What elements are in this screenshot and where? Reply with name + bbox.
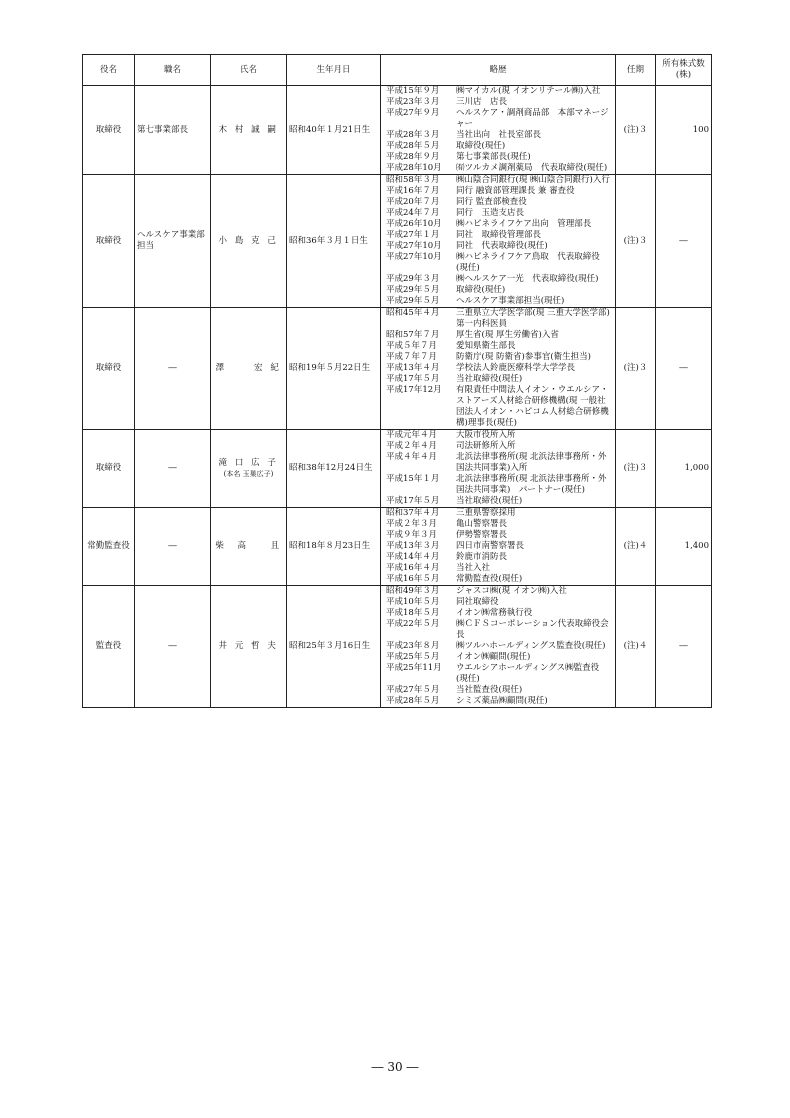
history-entry	[383, 97, 613, 108]
header-dob: 生年月日	[287, 55, 381, 86]
history-text: 同社取締役	[456, 597, 499, 607]
history-text: 鈴鹿市消防長	[456, 552, 508, 562]
history-text: イオン㈱常務執行役	[456, 608, 533, 618]
history-entry	[383, 208, 613, 219]
officer-position: ヘルスケア事業部担当	[135, 175, 211, 308]
history-text: 防衛庁(現 防衛省)参事官(衛生担当)	[456, 352, 591, 362]
history-entry	[383, 563, 613, 574]
history-date: 平成４年４月	[386, 452, 438, 462]
history-entry	[383, 441, 613, 452]
history-entry	[383, 474, 613, 496]
history-date: 平成25年５月	[386, 652, 440, 662]
history-text: 第七事業部長(現任)	[456, 152, 531, 162]
officer-term: (注)４	[616, 508, 656, 586]
officer-term: (注)４	[616, 586, 656, 708]
history-text: ㈱ＣＦＳコーポレーション代表取締役会長	[456, 619, 609, 640]
officer-name-text: 井 元 哲 夫	[218, 641, 279, 651]
history-date: 平成16年５月	[386, 574, 440, 584]
officer-history	[381, 508, 616, 586]
officer-shares: 1,400	[656, 508, 712, 586]
history-text: 当社取締役(現任)	[456, 496, 523, 506]
history-entry	[383, 285, 613, 296]
history-date: 平成15年１月	[386, 474, 440, 484]
history-text: ㈱ハピネライフケア鳥取 代表取締役(現任)	[456, 252, 600, 273]
officer-name-text: 小 島 克 己	[218, 235, 279, 246]
history-entry	[383, 274, 613, 285]
history-date: 平成27年10月	[386, 252, 442, 262]
officer-role: 常勤監査役	[83, 508, 135, 586]
officer-dob: 昭和25年３月16日生	[287, 586, 381, 708]
history-date: 平成24年７月	[386, 208, 440, 218]
officer-position: ―	[135, 508, 211, 586]
history-text: 取締役(現任)	[456, 141, 506, 151]
officer-term: (注)３	[616, 86, 656, 175]
officer-row	[83, 508, 712, 586]
history-date: 平成25年11月	[386, 663, 442, 673]
history-entry	[383, 175, 613, 186]
officer-position: ―	[135, 308, 211, 430]
history-date: 平成16年７月	[386, 186, 440, 196]
officer-name-text: 柴 高 且	[215, 541, 282, 551]
officer-term: (注)３	[616, 175, 656, 308]
history-date: 平成15年９月	[386, 86, 440, 96]
history-date: 昭和49年３月	[386, 586, 440, 596]
history-text: ㈱ヘルスケア一光 代表取締役(現任)	[456, 274, 599, 284]
officer-row	[83, 175, 712, 308]
history-date: 平成26年10月	[386, 219, 442, 229]
officer-row	[83, 586, 712, 708]
header-name: 氏名	[211, 55, 287, 86]
history-text: 北浜法律事務所(現 北浜法律事務所・外国法共同事業) パートナー(現任)	[456, 474, 607, 495]
officer-name-text: 木 村 誠 嗣	[218, 124, 279, 135]
history-date: 平成17年５月	[386, 374, 440, 384]
header-term: 任期	[616, 55, 656, 86]
history-entry	[383, 496, 613, 507]
officer-role: 監査役	[83, 586, 135, 708]
history-date: 平成13年４月	[386, 363, 440, 373]
history-entry	[383, 552, 613, 563]
history-date: 昭和45年４月	[386, 308, 440, 318]
history-entry	[383, 597, 613, 608]
history-text: 三重県警察採用	[456, 508, 516, 518]
history-text: 取締役(現任)	[456, 285, 506, 295]
history-date: 平成28年９月	[386, 152, 440, 162]
history-entry	[383, 341, 613, 352]
history-date: 平成22年５月	[386, 619, 440, 629]
officer-row	[83, 86, 712, 175]
officer-name	[211, 586, 287, 708]
header-shares: 所有株式数(株)	[656, 55, 712, 86]
officers-table	[82, 54, 712, 708]
history-entry	[383, 385, 613, 429]
history-text: 有限責任中間法人イオン・ウエルシア・ストアーズ人材総合研修機構(現 一般社団法人イオン・ハピコム人材総合研修機構)理事長(現任)	[456, 385, 609, 428]
officer-role: 取締役	[83, 86, 135, 175]
history-entry	[383, 330, 613, 341]
officer-dob: 昭和18年８月23日生	[287, 508, 381, 586]
history-date: 平成10年５月	[386, 597, 440, 607]
officer-dob: 昭和19年５月22日生	[287, 308, 381, 430]
officer-term: (注)３	[616, 430, 656, 508]
officer-shares: 1,000	[656, 430, 712, 508]
officer-name	[211, 508, 287, 586]
history-text: 愛知県衛生部長	[456, 341, 516, 351]
history-text: 厚生省(現 厚生労働省)入省	[456, 330, 559, 340]
history-date: 平成29年５月	[386, 296, 440, 306]
history-entry	[383, 685, 613, 696]
history-entry	[383, 219, 613, 230]
page-number: ― 30 ―	[371, 1060, 419, 1074]
history-date: 平成17年12月	[386, 385, 442, 395]
history-entry	[383, 619, 613, 641]
officer-shares: 100	[656, 86, 712, 175]
history-date: 平成２年３月	[386, 519, 438, 529]
history-text: ㈲ツルカメ調剤薬局 代表取締役(現任)	[456, 163, 608, 173]
officer-alias: (本名 玉巣広子)	[223, 469, 274, 478]
history-date: 平成元年４月	[386, 430, 438, 440]
officer-history	[381, 586, 616, 708]
history-date: 平成20年７月	[386, 197, 440, 207]
history-entry	[383, 86, 613, 97]
history-text: ㈱マイカル(現 イオンリテール㈱)入社	[456, 86, 601, 96]
history-text: ウエルシアホールディングス㈱監査役(現任)	[456, 663, 600, 684]
officer-row	[83, 308, 712, 430]
officer-row	[83, 430, 712, 508]
history-entry	[383, 541, 613, 552]
history-text: 常勤監査役(現任)	[456, 574, 523, 584]
history-text: 亀山警察署長	[456, 519, 508, 529]
officer-name	[211, 430, 287, 508]
history-date: 平成27年10月	[386, 241, 442, 251]
history-entry	[383, 374, 613, 385]
history-text: 同行 監査部検査役	[456, 197, 527, 207]
history-date: 平成18年５月	[386, 608, 440, 618]
history-text: 同行 玉造支店長	[456, 208, 525, 218]
history-entry	[383, 430, 613, 441]
officer-name	[211, 175, 287, 308]
history-entry	[383, 308, 613, 330]
history-date: 平成29年３月	[386, 274, 440, 284]
history-entry	[383, 163, 613, 174]
officer-shares: ―	[656, 308, 712, 430]
history-text: 三重県立大学医学部(現 三重大学医学部)第一内科医員	[456, 308, 610, 329]
history-entry	[383, 252, 613, 274]
officer-history	[381, 86, 616, 175]
history-date: 平成９年３月	[386, 530, 438, 540]
history-entry	[383, 574, 613, 585]
history-text: ㈱ハピネライフケア出向 管理部長	[456, 219, 592, 229]
history-date: 昭和57年７月	[386, 330, 440, 340]
officer-name-text: 澤 宏 紀	[215, 363, 282, 373]
history-date: 平成16年４月	[386, 563, 440, 573]
history-entry	[383, 608, 613, 619]
officer-name	[211, 308, 287, 430]
history-date: 平成14年４月	[386, 552, 440, 562]
header-position: 職名	[135, 55, 211, 86]
history-date: 平成13年３月	[386, 541, 440, 551]
history-date: 昭和58年３月	[386, 175, 440, 185]
history-text: 四日市南警察署長	[456, 541, 525, 551]
history-date: 平成28年５月	[386, 696, 440, 706]
officer-name-text: 滝 口 広 子	[218, 457, 279, 468]
history-entry	[383, 241, 613, 252]
history-date: 平成５年７月	[386, 341, 438, 351]
history-date: 平成27年９月	[386, 108, 440, 118]
header-role: 役名	[83, 55, 135, 86]
officer-role: 取締役	[83, 308, 135, 430]
history-text: 伊勢警察署長	[456, 530, 508, 540]
history-text: イオン㈱顧問(現任)	[456, 652, 531, 662]
history-text: 当社入社	[456, 563, 491, 573]
history-date: 平成23年３月	[386, 97, 440, 107]
officer-dob: 昭和38年12月24日生	[287, 430, 381, 508]
officer-term: (注)３	[616, 308, 656, 430]
history-entry	[383, 296, 613, 307]
history-date: 平成27年１月	[386, 230, 440, 240]
history-date: 平成28年３月	[386, 130, 440, 140]
history-entry	[383, 641, 613, 652]
history-text: 司法研修所入所	[456, 441, 516, 451]
history-entry	[383, 352, 613, 363]
history-date: 昭和37年４月	[386, 508, 440, 518]
officer-position: ―	[135, 586, 211, 708]
officer-dob: 昭和36年３月１日生	[287, 175, 381, 308]
history-entry	[383, 508, 613, 519]
history-date: 平成２年４月	[386, 441, 438, 451]
officer-history	[381, 430, 616, 508]
history-entry	[383, 230, 613, 241]
officer-shares: ―	[656, 586, 712, 708]
history-text: 当社取締役(現任)	[456, 374, 523, 384]
history-text: 同社 代表取締役(現任)	[456, 241, 548, 251]
history-date: 平成29年５月	[386, 285, 440, 295]
history-entry	[383, 696, 613, 707]
history-date: 平成28年10月	[386, 163, 442, 173]
officer-name	[211, 86, 287, 175]
history-entry	[383, 663, 613, 685]
history-text: 北浜法律事務所(現 北浜法律事務所・外国法共同事業)入所	[456, 452, 607, 473]
officer-role: 取締役	[83, 175, 135, 308]
history-entry	[383, 141, 613, 152]
officer-history	[381, 308, 616, 430]
history-entry	[383, 586, 613, 597]
officer-position: 第七事業部長	[135, 86, 211, 175]
history-entry	[383, 530, 613, 541]
history-text: ヘルスケア事業部担当(現任)	[456, 296, 565, 306]
history-text: ㈱山陰合同銀行(現 ㈱山陰合同銀行)入行	[456, 175, 610, 185]
history-text: ヘルスケア・調剤商品部 本部マネージャー	[456, 108, 609, 129]
officer-shares: ―	[656, 175, 712, 308]
history-text: シミズ薬品㈱顧問(現任)	[456, 696, 548, 706]
officer-position: ―	[135, 430, 211, 508]
history-text: 学校法人鈴鹿医療科学大学学長	[456, 363, 576, 373]
history-entry	[383, 363, 613, 374]
history-date: 平成28年５月	[386, 141, 440, 151]
history-entry	[383, 186, 613, 197]
history-entry	[383, 152, 613, 163]
history-text: ㈱ツルハホールディングス監査役(現任)	[456, 641, 606, 651]
history-date: 平成23年８月	[386, 641, 440, 651]
header-history: 略歴	[381, 55, 616, 86]
history-text: 同社 取締役管理部長	[456, 230, 542, 240]
history-text: 当社出向 社長室部長	[456, 130, 542, 140]
history-entry	[383, 197, 613, 208]
history-date: 平成７年７月	[386, 352, 438, 362]
history-entry	[383, 130, 613, 141]
officer-dob: 昭和40年１月21日生	[287, 86, 381, 175]
header-row	[83, 55, 712, 86]
history-date: 平成17年５月	[386, 496, 440, 506]
officer-role: 取締役	[83, 430, 135, 508]
history-text: ジャスコ㈱(現 イオン㈱)入社	[456, 586, 567, 596]
history-entry	[383, 452, 613, 474]
history-date: 平成27年５月	[386, 685, 440, 695]
history-entry	[383, 519, 613, 530]
history-entry	[383, 108, 613, 130]
history-text: 大阪市役所入所	[456, 430, 516, 440]
history-text: 三川店 店長	[456, 97, 508, 107]
officer-history	[381, 175, 616, 308]
history-text: 当社監査役(現任)	[456, 685, 523, 695]
history-text: 同行 融資部管理課長 兼 審査役	[456, 186, 575, 196]
history-entry	[383, 652, 613, 663]
